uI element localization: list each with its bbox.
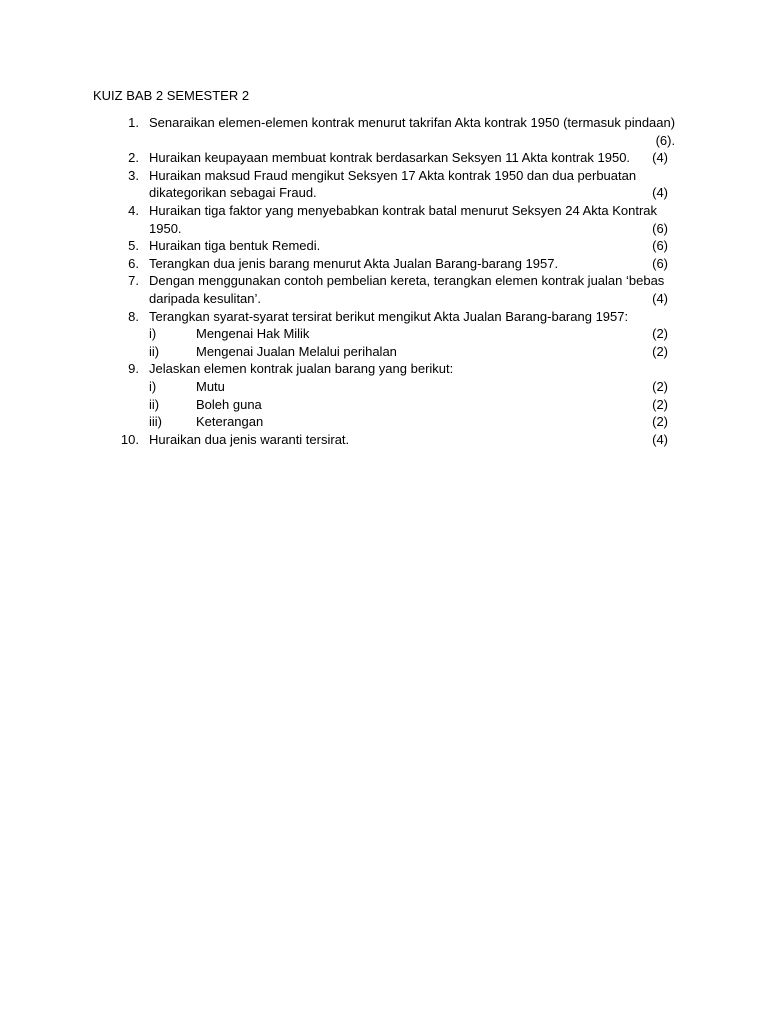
question-line bbox=[148, 431, 668, 449]
question-number: 6. bbox=[128, 255, 139, 271]
number-spacer bbox=[139, 167, 148, 202]
question-text: daripada kesulitan’. bbox=[149, 290, 262, 306]
question-text: Huraikan maksud Fraud mengikut Seksyen 17 Akta kontrak 1950 dan dua perbuatan bbox=[149, 167, 637, 183]
question-item bbox=[93, 272, 668, 307]
number-spacer bbox=[139, 149, 148, 167]
sub-question-text: Mengenai Jualan Melalui perihalan bbox=[196, 343, 397, 359]
sub-question bbox=[148, 413, 668, 431]
sub-question-marks: (2) bbox=[652, 396, 668, 412]
question-line bbox=[148, 272, 668, 290]
question-line bbox=[148, 132, 675, 150]
question-item bbox=[93, 360, 668, 430]
question-text: Huraikan keupayaan membuat kontrak berdasarkan Seksyen 11 Akta kontrak 1950. bbox=[149, 150, 631, 166]
question-body bbox=[148, 431, 668, 449]
number-spacer bbox=[139, 255, 148, 273]
question-item bbox=[93, 431, 668, 449]
question-line bbox=[148, 167, 668, 185]
question-body bbox=[148, 237, 668, 255]
question-body bbox=[148, 149, 668, 167]
sub-question-marks: (2) bbox=[652, 414, 668, 430]
sub-question bbox=[148, 325, 668, 343]
question-text: Huraikan tiga faktor yang menyebabkan kontrak batal menurut Seksyen 24 Akta Kontrak bbox=[149, 202, 658, 218]
question-text: Terangkan syarat-syarat tersirat berikut mengikut Akta Jualan Barang-barang 1957: bbox=[149, 308, 629, 324]
question-line bbox=[148, 114, 675, 132]
question-text: dikategorikan sebagai Fraud. bbox=[149, 185, 317, 201]
question-item bbox=[93, 167, 668, 202]
question-text: Dengan menggunakan contoh pembelian kereta, terangkan elemen kontrak jualan ‘bebas bbox=[149, 273, 665, 289]
sub-question bbox=[148, 378, 668, 396]
sub-question-label: i) bbox=[149, 378, 157, 394]
page-title: KUIZ BAB 2 SEMESTER 2 bbox=[93, 88, 250, 103]
sub-question-marks: (2) bbox=[652, 326, 668, 342]
question-body bbox=[148, 272, 668, 307]
question-item bbox=[93, 149, 668, 167]
question-line bbox=[148, 149, 668, 167]
question-text: 1950. bbox=[149, 220, 182, 236]
question-line bbox=[148, 184, 668, 202]
question-list bbox=[93, 114, 676, 448]
question-body bbox=[148, 114, 675, 149]
question-line bbox=[148, 290, 668, 308]
question-text: Terangkan dua jenis barang menurut Akta Jualan Barang-barang 1957. bbox=[149, 255, 559, 271]
question-item bbox=[93, 255, 668, 273]
question-number: 3. bbox=[128, 167, 139, 183]
sub-question-text: Keterangan bbox=[196, 414, 264, 430]
number-spacer bbox=[139, 431, 148, 449]
question-number: 1. bbox=[128, 115, 139, 130]
sub-question bbox=[148, 343, 668, 361]
question-marks: (4) bbox=[652, 150, 668, 166]
question-marks: (6) bbox=[652, 255, 668, 271]
question-number: 10. bbox=[120, 431, 139, 447]
question-marks: (6). bbox=[655, 132, 676, 148]
question-number: 4. bbox=[128, 202, 139, 218]
number-spacer bbox=[139, 308, 148, 361]
question-line bbox=[148, 255, 668, 273]
sub-question-text: Mutu bbox=[196, 378, 225, 394]
sub-question-label: i) bbox=[149, 326, 157, 342]
sub-question-marks: (2) bbox=[652, 343, 668, 359]
question-number: 9. bbox=[128, 361, 139, 377]
number-spacer bbox=[139, 272, 148, 307]
number-spacer bbox=[139, 202, 148, 237]
question-text: Jelaskan elemen kontrak jualan barang yang berikut: bbox=[149, 361, 454, 377]
question-line bbox=[148, 237, 668, 255]
question-text: Senaraikan elemen-elemen kontrak menurut takrifan Akta kontrak 1950 (termasuk pindaan) bbox=[149, 115, 676, 130]
question-number: 5. bbox=[128, 238, 139, 254]
sub-question bbox=[148, 396, 668, 414]
question-marks: (4) bbox=[652, 290, 668, 306]
question-line bbox=[148, 308, 668, 326]
question-body bbox=[148, 255, 668, 273]
question-line bbox=[148, 220, 668, 238]
number-spacer bbox=[139, 114, 148, 149]
question-body bbox=[148, 308, 668, 361]
question-marks: (6) bbox=[652, 238, 668, 254]
question-item bbox=[93, 237, 668, 255]
question-marks: (4) bbox=[652, 431, 668, 447]
sub-question-label: iii) bbox=[149, 414, 162, 430]
question-marks: (4) bbox=[652, 185, 668, 201]
question-text: Huraikan dua jenis waranti tersirat. bbox=[149, 431, 350, 447]
question-body bbox=[148, 360, 668, 430]
question-item bbox=[93, 308, 668, 361]
question-item bbox=[93, 202, 668, 237]
question-marks: (6) bbox=[652, 220, 668, 236]
sub-question-text: Boleh guna bbox=[196, 396, 262, 412]
question-line bbox=[148, 202, 668, 220]
question-number: 7. bbox=[128, 273, 139, 289]
sub-question-text: Mengenai Hak Milik bbox=[196, 326, 310, 342]
sub-question-marks: (2) bbox=[652, 378, 668, 394]
sub-question-label: ii) bbox=[149, 396, 160, 412]
sub-question-label: ii) bbox=[149, 343, 160, 359]
number-spacer bbox=[139, 360, 148, 430]
number-spacer bbox=[139, 237, 148, 255]
question-item bbox=[93, 114, 676, 149]
question-body bbox=[148, 202, 668, 237]
question-number: 8. bbox=[128, 308, 139, 324]
question-number: 2. bbox=[128, 150, 139, 166]
question-line bbox=[148, 360, 668, 378]
question-body bbox=[148, 167, 668, 202]
question-text: Huraikan tiga bentuk Remedi. bbox=[149, 238, 321, 254]
